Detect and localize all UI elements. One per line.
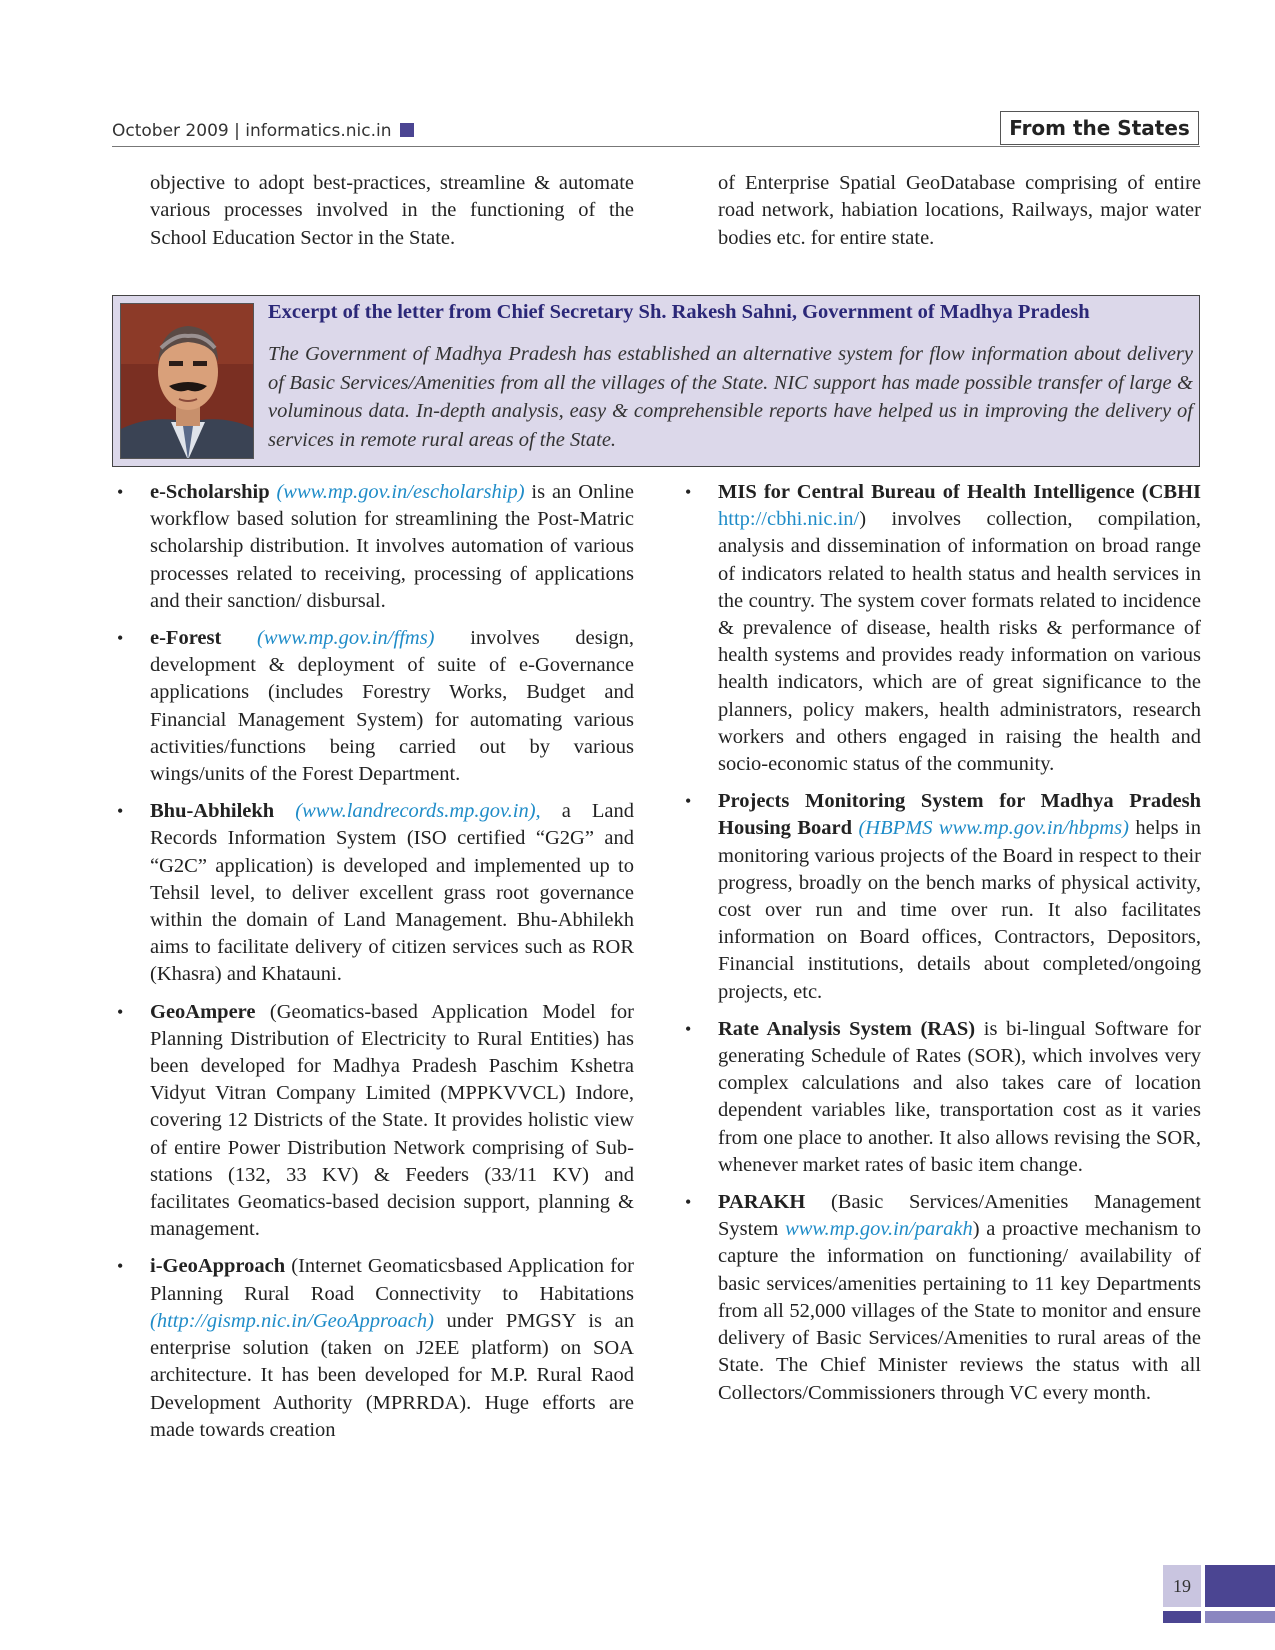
bullet-item [117, 625, 634, 788]
item-name: e-Scholarship [150, 481, 270, 503]
item-name: PARAKH [718, 1191, 806, 1214]
item-link[interactable]: (HBPMS www.mp.gov.in/hbpms) [858, 817, 1129, 840]
item-text: (Basic Services/Amenities Management System [718, 1191, 1201, 1241]
bullet-item [685, 1016, 1201, 1179]
header-rule [112, 146, 1200, 147]
bullet-icon: • [685, 791, 692, 812]
bullet-icon: • [117, 628, 124, 649]
item-name: e-Forest [150, 627, 222, 650]
portrait-photo [120, 303, 254, 459]
bullet-item [685, 479, 1201, 778]
page-decor-strip-light [1205, 1611, 1275, 1623]
bullet-item [117, 1253, 634, 1443]
page-number: 19 [1163, 1565, 1201, 1607]
header-issue-text: October 2009 | informatics.nic.in [112, 121, 392, 141]
header-issue [112, 121, 414, 141]
item-name: Rate Analysis System (RAS) [718, 1017, 976, 1040]
item-text: is an Online workflow based solution for streamlining the Post-Matric scholarship distribution. It involves automation of various processes related to receiving, processing of applications and their sanction/ disbursal. [150, 481, 634, 612]
item-text: helps in monitoring various projects of the Board in respect to their progress, broadly on the bench marks of physical activity, cost over run and time over run. It also facilitates information on Board offices, Contractors, Depositors, Financial institutions, details about completed/ongoing projects, etc. [718, 817, 1202, 1003]
bullet-icon: • [117, 482, 124, 502]
item-name: Bhu-Abhilekh [150, 800, 275, 823]
item-text: under PMGSY is an enterprise solution (taken on J2EE platform) on SOA architecture. It has been developed for M.P. Rural Raod Development Authority (MPRRDA). Huge efforts are made towards creation [150, 1309, 634, 1441]
item-name: MIS for Central Bureau of Health Intelligence (CBHI [718, 481, 1201, 503]
bullet-item [685, 1189, 1202, 1407]
item-link[interactable]: (http://gismp.nic.in/GeoApproach) [150, 1309, 434, 1332]
item-text: ) a proactive mechanism to capture the information on functioning/ availability of basic services/amenities pertaining to 11 key Departments from all 52,000 villages of the State to monitor and ensure delivery of Basic Services/Amenities to rural areas of the State. The Chief Minister reviews the status with all Collectors/Commissioners through VC every month. [718, 1218, 1202, 1404]
item-text: ) involves collection, compilation, analysis and dissemination of information on broad range of indicators related to health status and health services in the country. The system cover formats related to incidence & prevalence of disease, health risks & performance of health systems and provides ready information on various health indicators, which are of great significance to the planners, policy makers, health administrators, research workers and others engaged in raising the health and socio-economic status of the community. [718, 508, 1201, 776]
item-text: is bi-lingual Software for generating Schedule of Rates (SOR), which involves very complex calculations and also takes care of location dependent variables like, transportation cost as it varies from one place to another. It also allows revising the SOR, whenever market rates of basic item change. [718, 1017, 1201, 1176]
item-link[interactable]: www.mp.gov.in/parakh [785, 1218, 973, 1241]
top-left-text: objective to adopt best-practices, streamline & automate various processes involved in the functioning of the School Education Sector in the State. [150, 172, 634, 249]
left-bullet-list [117, 479, 634, 1454]
item-text: a Land Records Information System (ISO certified “G2G” and “G2C” application) is developed and implemented up to Tehsil level, to deliver excellent grass root governance within the domain of Land Management. Bhu-Abhilekh aims to facilitate delivery of citizen services such as ROR (Khasra) and Khatauni. [150, 800, 634, 986]
bullet-item [685, 788, 1202, 1006]
square-icon [400, 123, 414, 137]
item-name: Projects Monitoring System for Madhya Pradesh Housing Board [718, 790, 1201, 840]
item-link[interactable]: (www.mp.gov.in/ffms) [257, 627, 435, 650]
bullet-icon: • [685, 1018, 692, 1039]
page-decor-strip [1163, 1611, 1201, 1623]
section-label: From the States [1000, 111, 1199, 145]
item-text: (Internet Geomaticsbased Application for Planning Rural Road Connectivity to Habitations [150, 1255, 634, 1305]
bullet-icon: • [117, 1001, 124, 1022]
item-text: (Geomatics-based Application Model for Planning Distribution of Electricity to Rural Entities) has been developed for Madhya Pradesh Paschim Kshetra Vidyut Vitran Company Limited (MPPKVVCL) Indore, covering 12 Districts of the State. It provides holistic view of entire Power Distribution Network comprising of Sub-stations (132, 33 KV) & Feeders (33/11 KV) and facilitates Geomatics-based decision support, planning & management. [150, 1000, 634, 1241]
quote-title: Excerpt of the letter from Chief Secretary Sh. Rakesh Sahni, Government of Madhya Pradesh [268, 301, 1090, 323]
item-name: i-GeoApproach [150, 1255, 286, 1278]
bullet-icon: • [117, 801, 124, 822]
item-link[interactable]: http://cbhi.nic.in/ [718, 508, 860, 531]
quote-body: The Government of Madhya Pradesh has established an alternative system for flow information about delivery of Basic Services/Amenities from all the villages of the State. NIC support has made possible transfer of large & voluminous data. In-depth analysis, easy & comprehensible reports have helped us in improving the delivery of services in remote rural areas of the State. [268, 343, 1193, 451]
bullet-item [117, 479, 634, 615]
bullet-icon: • [685, 1192, 692, 1213]
bullet-item [117, 999, 634, 1244]
item-name: GeoAmpere [150, 1000, 256, 1023]
item-link[interactable]: (www.landrecords.mp.gov.in), [295, 800, 541, 823]
bullet-icon: • [685, 482, 692, 502]
item-text: involves design, development & deployment of suite of e-Governance applications (includes Forestry Works, Budget and Financial Management System) for automating various activities/functions being carried out by various wings/units of the Forest Department. [150, 627, 634, 786]
item-link[interactable]: (www.mp.gov.in/escholarship) [276, 481, 525, 503]
quote-box [112, 295, 1200, 467]
top-right-text: of Enterprise Spatial GeoDatabase comprising of entire road network, habiation locations, Railways, major water bodies etc. for entire state. [718, 172, 1201, 249]
bullet-item [117, 798, 634, 988]
right-bullet-list [685, 479, 1202, 1417]
bullet-icon: • [117, 1256, 124, 1277]
page-decor-bar [1205, 1565, 1275, 1607]
